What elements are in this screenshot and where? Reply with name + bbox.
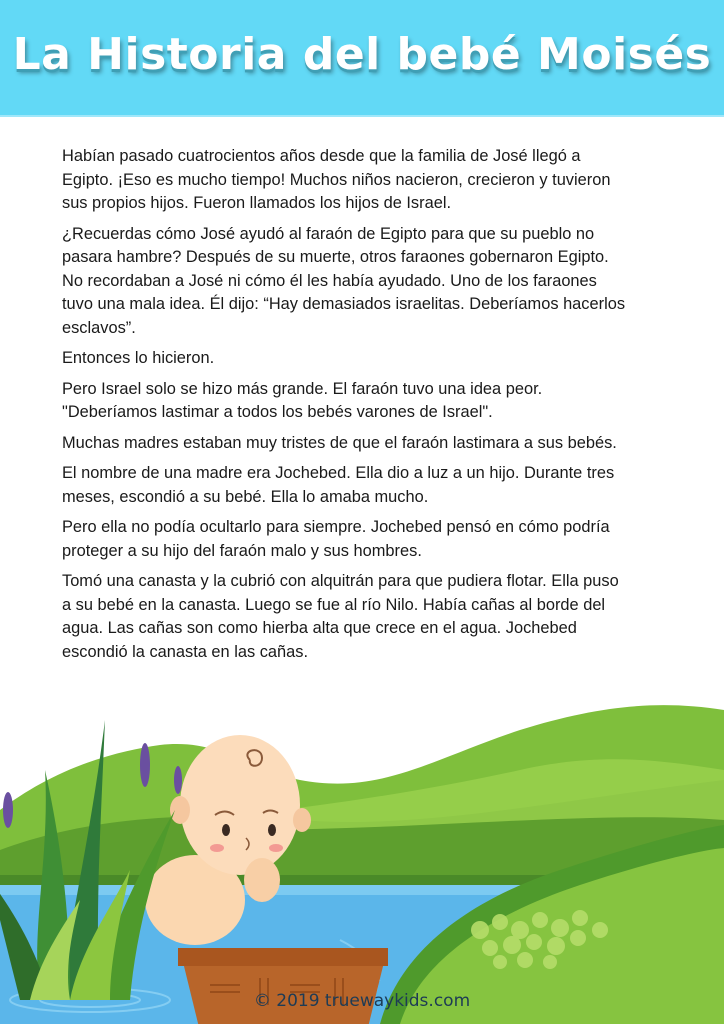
copyright-notice: © 2019 truewaykids.com xyxy=(253,991,471,1011)
page-title: La Historia del bebé Moisés xyxy=(12,29,712,80)
paragraph: Entonces lo hicieron. xyxy=(62,349,215,367)
title-banner xyxy=(0,0,724,117)
paragraph: ¿Recuerdas cómo José ayudó al faraón de Egipto para que su pueblo no pasara hambre? Después de su muerte, otros faraones gobernaron Egipto. No recordaban a José ni cómo él les había ayudado. Uno de los faraones tuvo una mala idea. Él dijo: “Hay demasiados israelitas. Deberíamos hacerlos esclavos”. xyxy=(62,224,626,337)
paragraph: El nombre de una madre era Jochebed. Ella dio a luz a un hijo. Durante tres meses, escondió a su bebé. Ella lo amaba mucho. xyxy=(62,464,615,506)
paragraph: Muchas madres estaban muy tristes de que el faraón lastimara a sus bebés. xyxy=(62,433,617,452)
paragraph: Tomó una canasta y la cubrió con alquitrán para que pudiera flotar. Ella puso a su bebé en la canasta. Luego se fue al río Nilo. Había cañas al borde del agua. Las cañas son como hierba alta que crece en el agua. Jochebed escondió la canasta en las cañas. xyxy=(62,572,619,661)
basket xyxy=(178,948,388,1024)
paragraph: Habían pasado cuatrocientos años desde que la familia de José llegó a Egipto. ¡Eso es mucho tiempo! Muchos niños nacieron, crecieron y tuvieron sus propios hijos. Fueron llamados los hijos de Israel. xyxy=(62,147,611,212)
river-scene-illustration xyxy=(0,700,724,1024)
paragraph: Pero Israel solo se hizo más grande. El faraón tuvo una idea peor. "Deberíamos lastimar a todos los bebés varones de Israel". xyxy=(62,379,543,421)
paragraph: Pero ella no podía ocultarlo para siempre. Jochebed pensó en cómo podría proteger a su hijo del faraón malo y sus hombres. xyxy=(62,518,610,560)
story-text xyxy=(62,145,632,671)
